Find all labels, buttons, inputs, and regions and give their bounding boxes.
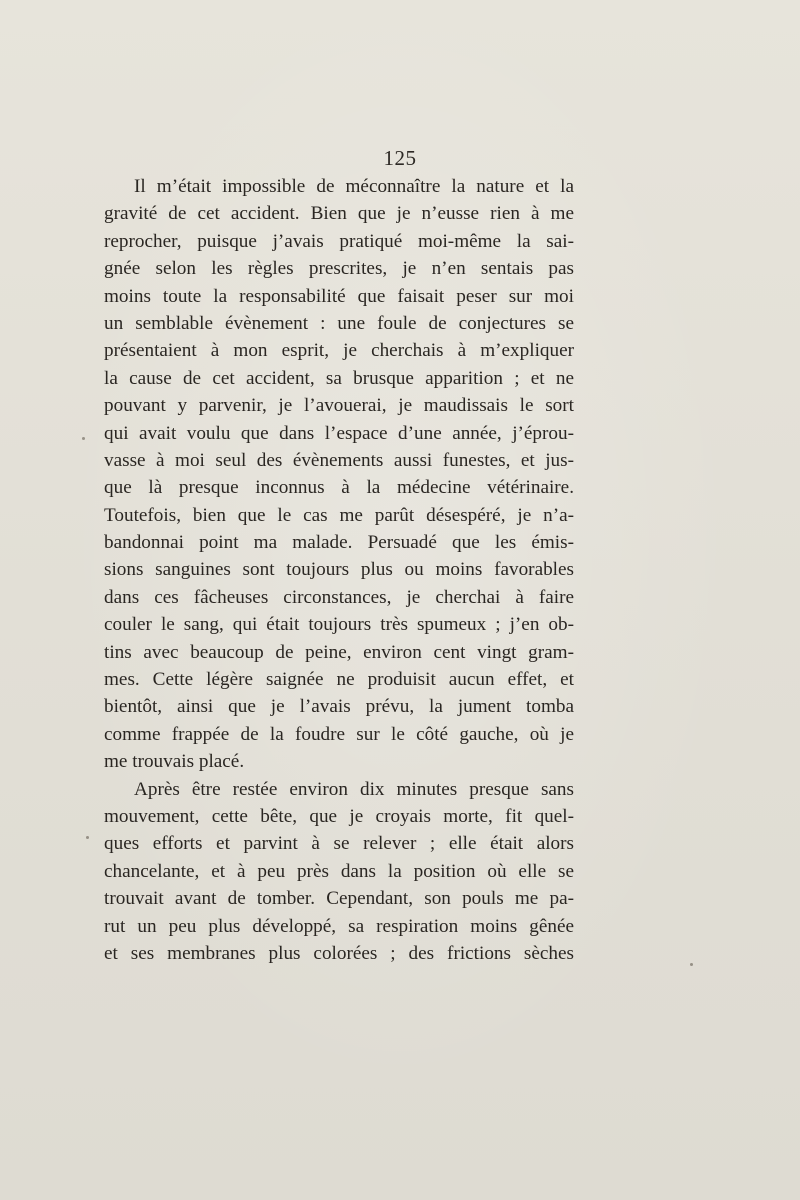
- text-line: et ses membranes plus colorées ; des frictions sèches: [104, 942, 574, 964]
- text-line: gravité de cet accident. Bien que je n’eusse rien à me: [104, 203, 574, 225]
- text-line: couler le sang, qui était toujours très spumeux ; j’en ob-: [104, 614, 574, 636]
- text-line: me trouvais placé.: [104, 751, 245, 773]
- text-line: que là presque inconnus à la médecine vétérinaire.: [104, 477, 574, 499]
- text-line: la cause de cet accident, sa brusque apparition ; et ne: [104, 367, 574, 389]
- text-line: rut un peu plus développé, sa respiration moins gênée: [104, 915, 574, 937]
- page-number: 125: [383, 146, 417, 170]
- text-line: Après être restée environ dix minutes presque sans: [134, 778, 574, 800]
- text-line: tins avec beaucoup de peine, environ cent vingt gram-: [104, 641, 574, 663]
- text-line: bandonnai point ma malade. Persuadé que les émis-: [104, 532, 574, 554]
- text-line: reprocher, puisque j’avais pratiqué moi-même la sai-: [104, 230, 574, 252]
- text-line: moins toute la responsabilité que faisait peser sur moi: [104, 285, 574, 307]
- text-line: trouvait avant de tomber. Cependant, son pouls me pa-: [104, 888, 574, 910]
- text-line: un semblable évènement : une foule de conjectures se: [104, 312, 574, 334]
- text-line: vasse à moi seul des évènements aussi funestes, et jus-: [104, 449, 574, 471]
- text-line: sions sanguines sont toujours plus ou moins favorables: [104, 559, 574, 581]
- text-line: Toutefois, bien que le cas me parût désespéré, je n’a-: [104, 504, 574, 526]
- text-line: Il m’était impossible de méconnaître la nature et la: [134, 176, 574, 197]
- text-line: pouvant y parvenir, je l’avouerai, je maudissais le sort: [104, 395, 574, 417]
- text-line: présentaient à mon esprit, je cherchais à m’expliquer: [104, 340, 574, 362]
- text-line: qui avait voulu que dans l’espace d’une année, j’éprou-: [104, 422, 574, 444]
- text-line: bientôt, ainsi que je l’avais prévu, la jument tomba: [104, 696, 574, 718]
- text-line: mes. Cette légère saignée ne produisit aucun effet, et: [104, 669, 574, 691]
- text-line: dans ces fâcheuses circonstances, je cherchai à faire: [104, 586, 574, 608]
- paper-speck: [86, 836, 89, 839]
- text-line: chancelante, et à peu près dans la position où elle se: [104, 860, 574, 882]
- text-line: gnée selon les règles prescrites, je n’en sentais pas: [104, 258, 574, 280]
- text-line: mouvement, cette bête, que je croyais morte, fit quel-: [104, 805, 574, 827]
- paper-speck: [82, 437, 85, 440]
- text-line: comme frappée de la foudre sur le côté gauche, où je: [104, 723, 574, 745]
- paper-speck: [690, 963, 693, 966]
- text-line: ques efforts et parvint à se relever ; elle était alors: [104, 833, 574, 855]
- body-text: [104, 173, 574, 967]
